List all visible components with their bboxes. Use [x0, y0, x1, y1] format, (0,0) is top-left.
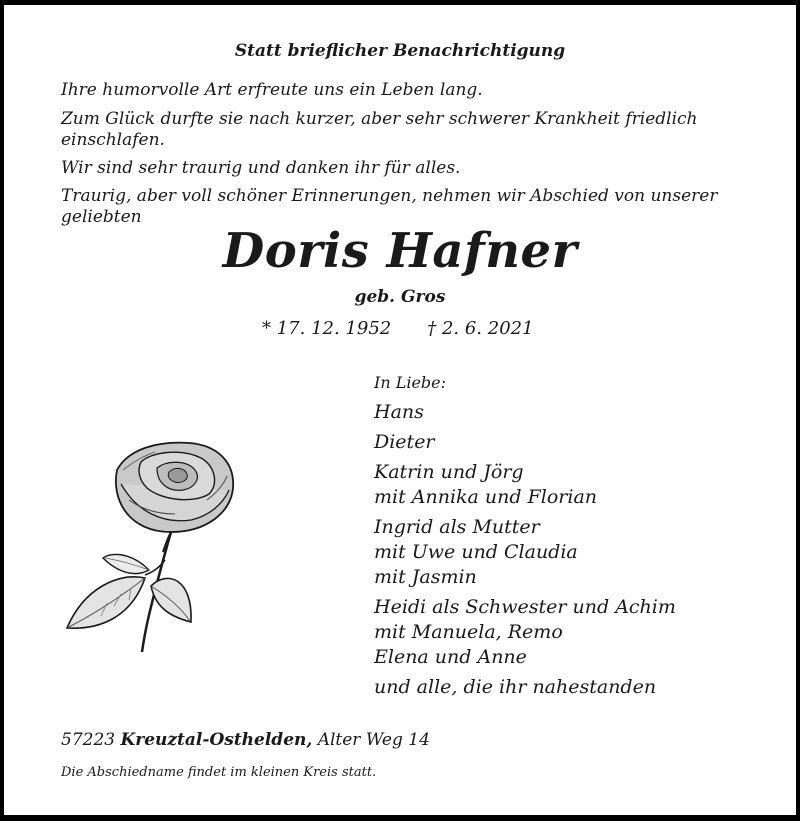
address-zip: 57223 [61, 730, 116, 750]
mourner-line: mit Uwe und Claudia [374, 541, 578, 563]
farewell-note: Die Abschiedname findet im kleinen Kreis statt. [61, 765, 377, 780]
deceased-name: Doris Hafner [222, 223, 578, 279]
intro-line: einschlafen. [61, 130, 165, 150]
mourner-line: Elena und Anne [374, 646, 527, 668]
address-street: Alter Weg 14 [317, 730, 430, 750]
mourner-line: Heidi als Schwester und Achim [374, 596, 676, 618]
mourner-line: Ingrid als Mutter [374, 516, 540, 538]
obituary-card [4, 5, 796, 815]
mourner-line: mit Manuela, Remo [374, 621, 563, 643]
address-town: Kreuztal-Osthelden, [120, 730, 313, 750]
mourner-line: mit Jasmin [374, 566, 477, 588]
mourner-line: mit Annika und Florian [374, 486, 598, 508]
intro-line: geliebten [61, 207, 142, 227]
mourner-line: und alle, die ihr nahestanden [374, 676, 657, 698]
intro-line: Zum Glück durfte sie nach kurzer, aber sehr schwerer Krankheit friedlich [61, 109, 698, 129]
rose-illustration [59, 440, 249, 655]
address-line [61, 730, 430, 750]
death-date: † 2. 6. 2021 [427, 318, 534, 339]
intro-line: Ihre humorvolle Art erfreute uns ein Leben lang. [61, 80, 483, 100]
life-dates [262, 318, 534, 339]
intro-line: Wir sind sehr traurig und danken ihr für alles. [61, 158, 461, 178]
birth-date: * 17. 12. 1952 [262, 318, 392, 339]
maiden-name: geb. Gros [354, 287, 446, 307]
in-liebe-label: In Liebe: [374, 373, 447, 392]
mourner-line: Dieter [374, 431, 435, 453]
mourner-line: Katrin und Jörg [374, 461, 524, 483]
mourner-line: Hans [374, 401, 424, 423]
notice-header: Statt brieflicher Benachrichtigung [234, 41, 566, 61]
intro-line: Traurig, aber voll schöner Erinnerungen, nehmen wir Abschied von unserer [61, 186, 718, 206]
